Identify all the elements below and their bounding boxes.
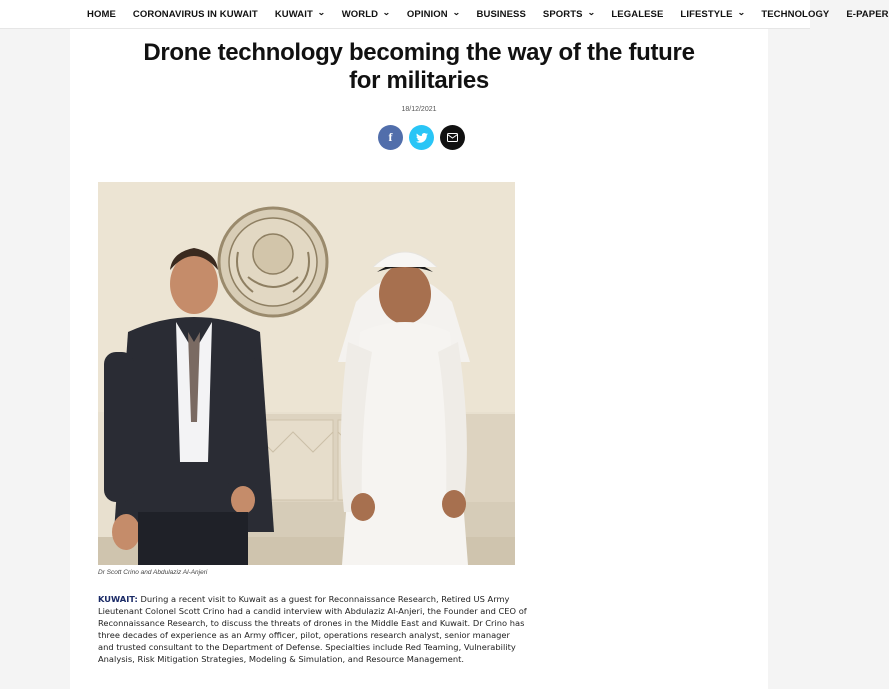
nav-item-label: TECHNOLOGY bbox=[761, 9, 830, 20]
article-body-text: During a recent visit to Kuwait as a guest for Reconnaissance Research, Retired US Army Lieutenant Colonel Scott Crino had a candid interview with Abdulaziz Al-Anjeri, the Founder and CEO of Reconnaissance Research, to discuss the threats of drones in the Middle East and Kuwait. Dr Crino has three decades of experience as an Army officer, pilot, operations research analyst, senior manager and trusted consultant to the Department of Defense. Specialties include Red Teaming, Vulnerability Analysis, Risk Mitigation Strategies, Modeling & Simulation, and Resource Management. bbox=[98, 594, 527, 664]
twitter-icon bbox=[416, 133, 428, 143]
nav-item-business[interactable] bbox=[477, 9, 526, 20]
nav-item-coronavirus-in-kuwait[interactable] bbox=[133, 9, 258, 20]
nav-item-home[interactable] bbox=[87, 9, 116, 20]
nav-menu bbox=[0, 0, 889, 29]
facebook-icon: f bbox=[388, 130, 393, 144]
article-container bbox=[70, 29, 768, 689]
nav-item-label: E-PAPER bbox=[846, 9, 889, 20]
chevron-down-icon: ⌄ bbox=[452, 8, 461, 17]
nav-item-label: CORONAVIRUS IN KUWAIT bbox=[132, 9, 258, 20]
nav-item-legalese[interactable] bbox=[611, 9, 663, 20]
top-navigation bbox=[0, 0, 889, 29]
share-buttons bbox=[378, 125, 465, 150]
nav-item-label: LEGALESE bbox=[611, 9, 664, 20]
wall-seal-logo bbox=[219, 208, 327, 316]
article-photo bbox=[98, 182, 515, 565]
chevron-down-icon: ⌄ bbox=[382, 8, 391, 17]
nav-item-kuwait[interactable] bbox=[275, 9, 325, 20]
article-title bbox=[70, 39, 768, 95]
chevron-down-icon: ⌄ bbox=[586, 8, 596, 17]
article-body bbox=[98, 593, 528, 665]
article-date: 18/12/2021 bbox=[401, 106, 437, 113]
nav-item-sports[interactable] bbox=[543, 9, 594, 20]
photo-illustration bbox=[98, 182, 515, 565]
nav-item-label: WORLD bbox=[341, 9, 379, 20]
article-title-line-1: Drone technology becoming the way of the future bbox=[143, 39, 695, 66]
nav-item-label: LIFESTYLE bbox=[680, 9, 733, 20]
email-icon bbox=[447, 133, 458, 142]
nav-item-label: OPINION bbox=[406, 9, 448, 20]
twitter-share-button[interactable] bbox=[409, 125, 434, 150]
chevron-down-icon: ⌄ bbox=[317, 8, 326, 17]
nav-item-lifestyle[interactable] bbox=[680, 9, 744, 20]
nav-item-opinion[interactable] bbox=[407, 9, 460, 20]
nav-item-technology[interactable] bbox=[761, 9, 829, 20]
nav-item-world[interactable] bbox=[342, 9, 390, 20]
nav-item-label: SPORTS bbox=[542, 9, 583, 20]
nav-item-label: KUWAIT bbox=[274, 9, 313, 20]
article-dateline: KUWAIT: bbox=[98, 594, 138, 604]
photo-caption: Dr Scott Crino and Abdulaziz Al-Anjeri bbox=[98, 569, 208, 576]
facebook-share-button[interactable] bbox=[378, 125, 403, 150]
nav-item-e-paper[interactable] bbox=[846, 9, 888, 20]
article-title-line-2: for militaries bbox=[349, 67, 489, 94]
nav-item-label: BUSINESS bbox=[476, 9, 526, 20]
email-share-button[interactable] bbox=[440, 125, 465, 150]
nav-item-label: HOME bbox=[87, 9, 116, 20]
chevron-down-icon: ⌄ bbox=[736, 8, 746, 17]
